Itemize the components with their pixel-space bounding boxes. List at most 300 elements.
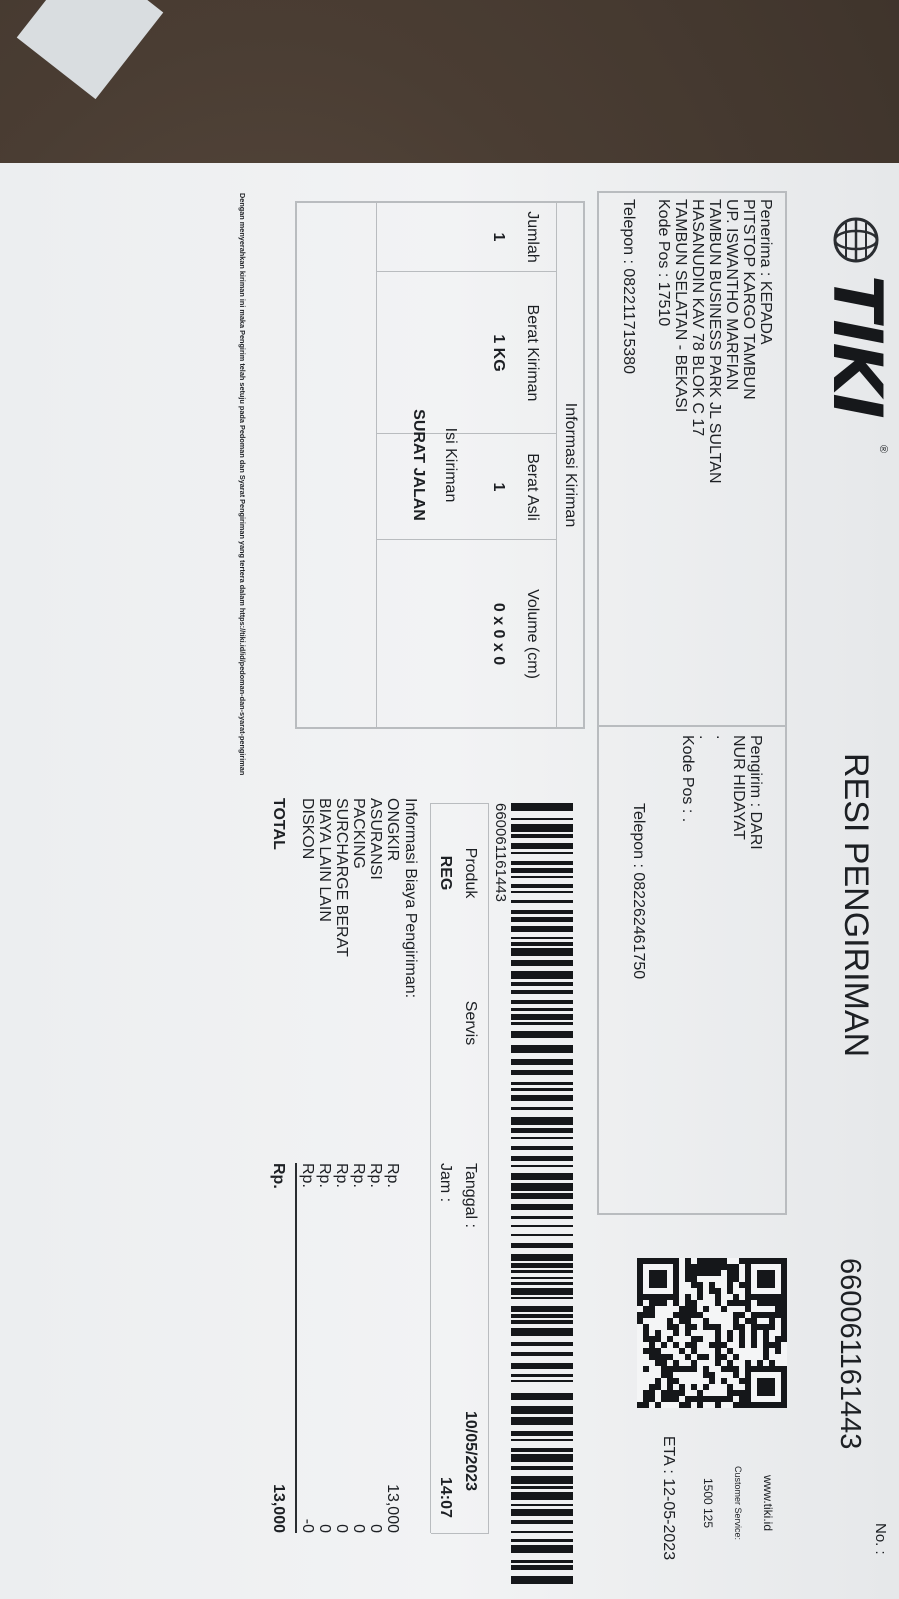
penerima-line: UP. ISWANTHO MARFIAN [723,199,740,391]
qr-module [691,1348,697,1354]
barcode-bar [511,876,573,878]
barcode-bar [511,1070,573,1075]
qr-module [679,1390,685,1396]
qr-module [769,1300,775,1306]
barcode-bar [511,1243,573,1248]
qr-module [763,1402,769,1408]
qr-module [667,1258,673,1264]
barcode-bar [511,1288,573,1295]
qr-module [703,1324,709,1330]
qr-module [739,1258,745,1264]
kiriman-title: Informasi Kiriman [562,402,579,528]
shipment-box-right [431,1533,489,1534]
servis-label: Servis [462,1000,479,1046]
kiriman-value-jumlah: 1 [490,232,507,242]
qr-module [643,1312,649,1318]
barcode-bar [511,1059,573,1065]
biaya-label-diskon: DISKON [299,798,316,860]
barcode-bar [511,1363,573,1369]
barcode-bar [511,960,573,966]
jam-label: Jam : [437,1163,454,1203]
barcode-bar [511,1193,573,1199]
barcode-bar [511,990,573,994]
penerima-line: TAMBUN BUSINESS PARK JL SULTAN [706,199,723,484]
biaya-value-diskon: -0 [299,1518,316,1533]
qr-module [733,1324,739,1330]
tanggal-label: Tanggal : [462,1163,479,1228]
barcode-bar [511,1204,573,1210]
penerima-block [655,199,774,719]
website-text: www.tiki.id [761,1474,775,1531]
barcode-bar [511,868,573,873]
barcode-bar [511,1165,573,1167]
qr-module [775,1402,781,1408]
barcode-bar [511,1282,573,1285]
kiriman-col-line [377,539,557,540]
qr-module [733,1300,739,1306]
qr-module [697,1294,703,1300]
barcode-bar [511,948,573,956]
qr-module [751,1342,757,1348]
address-box-divider [597,725,787,727]
eta-text: ETA : 12-05-2023 [660,1435,677,1561]
barcode-bar [511,1306,573,1312]
kiriman-value-berat-kiriman: 1 KG [490,334,507,372]
barcode-bar [511,1183,573,1191]
qr-module [685,1342,691,1348]
address-box-left [597,191,787,193]
qr-module [751,1294,757,1300]
qr-module [685,1354,691,1360]
qr-module [649,1312,655,1318]
qr-module [661,1372,667,1378]
qr-module [733,1354,739,1360]
shipment-box-left [431,803,489,804]
barcode-bar [511,834,573,838]
kiriman-header-volume: Volume (cm) [524,589,541,679]
biaya-labels [299,798,401,1098]
kiriman-box-right [295,727,585,729]
barcode-bar [511,971,573,979]
qr-module [667,1294,673,1300]
qr-module [661,1258,667,1264]
kiriman-value-berat-asli: 1 [490,482,507,492]
kiriman-box-top [583,201,585,729]
shipment-box-top [488,803,489,1533]
barcode-bar [511,1380,573,1382]
barcode-bar [511,1492,573,1500]
qr-module [703,1270,709,1276]
barcode-bar [511,1560,573,1563]
barcode-bar [511,1320,573,1324]
jam-value: 14:07 [437,1477,454,1518]
qr-module [673,1396,679,1402]
qr-module [739,1300,745,1306]
qr-module [745,1306,751,1312]
receipt-sheet [0,163,899,1599]
customer-service-number: 1500 125 [701,1477,715,1529]
barcode-bar [511,1128,573,1133]
kiriman-row-line [376,201,377,729]
address-box-right [597,1213,787,1215]
qr-module [667,1354,673,1360]
brand-logo: TIKI [817,275,896,417]
qr-module [769,1282,775,1288]
qr-module [721,1264,727,1270]
qr-module [709,1378,715,1384]
kiriman-col-line [377,433,557,434]
barcode-bar [511,1216,573,1219]
qr-module [739,1312,745,1318]
qr-module [739,1282,745,1288]
penerima-line: PITSTOP KARGO TAMBUN [740,199,757,400]
qr-module [655,1360,661,1366]
qr-module [745,1402,751,1408]
barcode-bar [511,1297,573,1299]
barcode-bar [511,1539,573,1542]
barcode-bar [511,1173,573,1180]
barcode-bar [511,1137,573,1139]
biaya-currency: Rp. [299,1163,316,1188]
kiriman-box-bottom [295,201,297,729]
pengirim-kode-pos: Kode Pos : . [679,735,696,823]
qr-module [769,1402,775,1408]
qr-module [727,1396,733,1402]
qr-module [721,1306,727,1312]
qr-info [659,1413,781,1593]
barcode-bar [511,1545,573,1553]
qr-module [721,1354,727,1360]
barcode [511,803,573,1383]
qr-module [769,1258,775,1264]
qr-module [709,1288,715,1294]
qr-module [655,1282,661,1288]
qr-module [763,1300,769,1306]
kiriman-header-jumlah: Jumlah [524,211,541,263]
qr-module [733,1402,739,1408]
qr-module [739,1402,745,1408]
barcode-bar [511,926,573,932]
qr-module [721,1366,727,1372]
qr-module [667,1336,673,1342]
pengirim-label: Pengirim : DARI [747,735,764,850]
qr-module [673,1330,679,1336]
pengirim-block [679,735,764,1205]
qr-module [757,1300,763,1306]
qr-module [691,1282,697,1288]
biaya-label-surcharge: SURCHARGE BERAT [333,798,350,957]
qr-module [667,1396,673,1402]
barcode-bar [511,1466,573,1470]
receipt-number-label: No. : [872,1523,889,1555]
qr-module [727,1366,733,1372]
biaya-value-lain: 0 [316,1524,333,1533]
qr-module [691,1396,697,1402]
qr-module [757,1258,763,1264]
qr-module [667,1324,673,1330]
qr-module [685,1330,691,1336]
qr-module [715,1360,721,1366]
barcode-bar [511,1448,573,1452]
biaya-currency: Rp. [350,1163,367,1188]
barcode-bar [511,1156,573,1161]
barcode-bar [511,942,573,946]
barcode-bar [511,1374,573,1377]
qr-module [763,1258,769,1264]
qr-module [733,1372,739,1378]
barcode-bar [511,1008,573,1011]
pengirim-telepon: Telepon : 082262461750 [630,803,647,980]
kiriman-col-line [377,271,557,272]
qr-module [643,1294,649,1300]
brand-registered-mark: ® [877,445,889,454]
qr-module [751,1402,757,1408]
qr-module [655,1300,661,1306]
qr-module [643,1336,649,1342]
isi-kiriman-value: SURAT JALAN [410,409,427,521]
barcode-bar [511,1520,573,1524]
barcode-bar [511,1088,573,1091]
barcode-bar [511,982,573,986]
barcode-bar [511,1225,573,1227]
qr-module [697,1354,703,1360]
qr-module [775,1312,781,1318]
biaya-currencies [299,1163,401,1223]
qr-module [703,1396,709,1402]
barcode-bar [511,1476,573,1484]
qr-module [709,1270,715,1276]
biaya-currency: Rp. [384,1163,401,1188]
pengirim-name: NUR HIDAYAT [730,735,747,840]
barcode-bar [511,900,573,903]
customer-service-label: Customer Service: [733,1465,743,1541]
penerima-telepon: Telepon : 082211715380 [620,199,637,374]
qr-module [781,1402,787,1408]
qr-module [685,1276,691,1282]
qr-module [721,1378,727,1384]
barcode-bar [511,861,573,865]
qr-module [649,1258,655,1264]
isi-kiriman-label: Isi Kiriman [442,427,459,503]
penerima-line: HASANUDIN KAV 78 BLOK C 17 [689,199,706,437]
barcode-bar [511,1117,573,1125]
barcode-bar [511,1393,573,1400]
barcode-bar [511,1565,573,1570]
qr-module [763,1354,769,1360]
qr-module [709,1396,715,1402]
biaya-values [299,1413,401,1533]
qr-module [673,1342,679,1348]
qr-module [727,1288,733,1294]
qr-module [763,1390,769,1396]
tanggal-value: 10/05/2023 [462,1411,479,1492]
qr-module [757,1366,763,1372]
barcode-bar [511,910,573,914]
qr-module [703,1372,709,1378]
qr-module [643,1366,649,1372]
barcode-bar [511,1270,573,1273]
barcode-number: 660061161443 [492,803,509,902]
pengirim-dot: . [713,735,730,740]
qr-module [685,1402,691,1408]
footer-disclaimer: Dengan menyerahkan kiriman ini maka Pengirim telah setuju pada Pedoman dan Syarat Pengiriman yang tertera dalam https://tiki.id/id/pedoman-dan-syarat-pengiriman [238,193,247,776]
qr-module [715,1300,721,1306]
barcode-bar [511,1417,573,1425]
barcode-bar [511,1045,573,1053]
total-divider [295,1163,297,1533]
qr-module [733,1276,739,1282]
qr-module [751,1366,757,1372]
barcode-bar [511,1022,573,1025]
barcode-bar [511,843,573,849]
qr-module [775,1258,781,1264]
penerima-label: Penerima : KEPADA [757,199,774,345]
barcode-bar [511,1439,573,1441]
total-label: TOTAL [270,798,287,850]
qr-module [643,1402,649,1408]
qr-module [673,1312,679,1318]
barcode-bar [511,1352,573,1356]
qr-code [637,1258,787,1408]
qr-module [733,1390,739,1396]
total-value: 13,000 [270,1484,287,1533]
barcode-bar [511,1031,573,1038]
qr-module [697,1402,703,1408]
qr-module [691,1366,697,1372]
qr-module [709,1324,715,1330]
qr-module [727,1348,733,1354]
qr-module [691,1324,697,1330]
barcode-bar [511,1277,573,1279]
qr-module [655,1258,661,1264]
barcode-bar [511,1328,573,1336]
qr-module [679,1318,685,1324]
qr-module [727,1336,733,1342]
qr-module [703,1384,709,1390]
biaya-value-surcharge: 0 [333,1524,350,1533]
barcode-bar [511,1095,573,1101]
kiriman-value-volume: 0 x 0 x 0 [490,602,507,666]
produk-value: REG [437,855,454,891]
qr-module [643,1348,649,1354]
qr-module [775,1348,781,1354]
barcode-bar [511,937,573,939]
address-box-bottom [597,191,599,1215]
receipt [0,163,899,1599]
barcode-bar [511,1504,573,1506]
kiriman-header-berat-asli: Berat Asli [524,453,541,521]
biaya-label-lain: BIAYA LAIN LAIN [316,798,333,922]
barcode-bar [511,1000,573,1004]
qr-module [715,1402,721,1408]
barcode-bar [511,1263,573,1268]
qr-module [643,1258,649,1264]
barcode-bar [511,1486,573,1489]
qr-module [763,1366,769,1372]
barcode-bar [511,1509,573,1516]
barcode-bar [511,1431,573,1436]
qr-module [751,1258,757,1264]
qr-module [697,1336,703,1342]
qr-module [649,1282,655,1288]
barcode-bar [511,1454,573,1462]
shipment-box-bottom [430,803,431,1533]
tiki-globe-icon [831,215,881,265]
qr-module [637,1318,643,1324]
qr-module [679,1348,685,1354]
biaya-label-ongkir: ONGKIR [384,798,401,862]
qr-module [721,1342,727,1348]
barcode-bar [511,1014,573,1020]
biaya-value-ongkir: 13,000 [384,1484,401,1533]
qr-module [649,1396,655,1402]
qr-module [709,1342,715,1348]
qr-module [679,1366,685,1372]
barcode-bar [511,1406,573,1414]
qr-module [637,1300,643,1306]
qr-module [655,1384,661,1390]
qr-module [775,1366,781,1372]
barcode-bar [511,1342,573,1346]
barcode-bar [511,884,573,888]
qr-module [769,1390,775,1396]
total-currency: Rp. [270,1163,287,1189]
barcode-bar [511,891,573,893]
qr-module [679,1402,685,1408]
qr-module [661,1282,667,1288]
kiriman-box-left [295,201,585,203]
address-box-top [785,191,787,1215]
qr-module [727,1300,733,1306]
barcode-bar [511,1314,573,1318]
kiriman-row-line [556,201,557,729]
qr-module [673,1366,679,1372]
biaya-value-packing: 0 [350,1524,367,1533]
qr-module [769,1366,775,1372]
qr-module [703,1354,709,1360]
qr-module [691,1312,697,1318]
qr-module [757,1282,763,1288]
qr-module [703,1306,709,1312]
kiriman-header-berat-kiriman: Berat Kiriman [524,304,541,402]
penerima-line: TAMBUN SELATAN - BEKASI [672,199,689,413]
biaya-value-asuransi: 0 [367,1524,384,1533]
qr-module [685,1366,691,1372]
qr-module [769,1342,775,1348]
biaya-currency: Rp. [333,1163,350,1188]
paper-corner [17,0,164,99]
barcode-bar [511,1254,573,1261]
barcode-bar [511,1082,573,1085]
barcode-bar [511,852,573,854]
barcode-bar [511,803,573,811]
qr-module [697,1270,703,1276]
qr-module [739,1342,745,1348]
biaya-label-packing: PACKING [350,798,367,869]
penerima-kode-pos: Kode Pos : 17510 [655,199,672,327]
biaya-currency: Rp. [316,1163,333,1188]
receipt-number: 660061161443 [834,1258,866,1450]
qr-module [721,1396,727,1402]
barcode-bar [511,917,573,922]
qr-module [655,1336,661,1342]
barcode-bar [511,1576,573,1584]
qr-module [757,1402,763,1408]
barcode-bar [511,1146,573,1150]
qr-module [661,1300,667,1306]
qr-module [781,1336,787,1342]
qr-module [673,1300,679,1306]
